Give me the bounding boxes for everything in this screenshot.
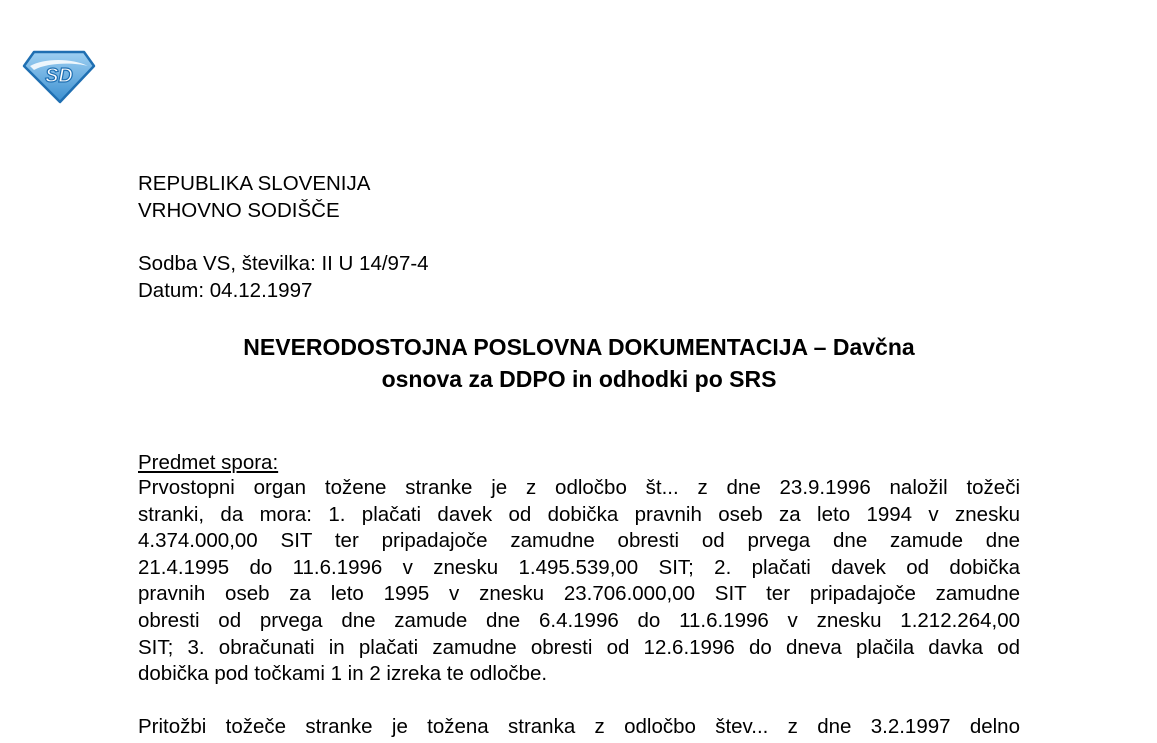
case-number: Sodba VS, številka: II U 14/97-4 <box>138 252 429 275</box>
paragraph-1 <box>138 475 1020 688</box>
paragraph-line: pravnih oseb za leto 1995 v znesku 23.706.000,00 SIT ter pripadajoče zamudne <box>138 582 1020 606</box>
sd-logo-icon <box>22 48 96 104</box>
paragraph-line: obresti od prvega dne zamude dne 6.4.1996 do 11.6.1996 v znesku 1.212.264,00 <box>138 608 1020 632</box>
paragraph-2 <box>138 714 1020 741</box>
paragraph-line: 4.374.000,00 SIT ter pripadajoče zamudne obresti od prvega dne zamude dne <box>138 529 1020 553</box>
court-name: VRHOVNO SODIŠČE <box>138 199 340 222</box>
country-name: REPUBLIKA SLOVENIJA <box>138 172 371 195</box>
title-line-1: NEVERODOSTOJNA POSLOVNA DOKUMENTACIJA – Davčna <box>243 334 915 360</box>
paragraph-line: Pritožbi tožeče stranke je tožena stranka z odločbo štev... z dne 3.2.1997 delno <box>138 715 1020 738</box>
document-title <box>138 331 1020 395</box>
title-line-2: osnova za DDPO in odhodki po SRS <box>381 366 777 392</box>
paragraph-line: 21.4.1995 do 11.6.1996 v znesku 1.495.539,00 SIT; 2. plačati davek od dobička <box>138 555 1020 579</box>
court-header <box>138 170 370 224</box>
case-date: Datum: 04.12.1997 <box>138 279 313 302</box>
paragraph-line: Prvostopni organ tožene stranke je z odločbo št... z dne 23.9.1996 naložil tožeči <box>138 476 1020 499</box>
paragraph-line: dobička pod točkami 1 in 2 izreka te odločbe. <box>138 662 548 686</box>
logo-text: SD <box>45 65 73 87</box>
case-meta <box>138 250 429 304</box>
section-heading: Predmet spora: <box>138 451 279 474</box>
paragraph-line: stranki, da mora: 1. plačati davek od dobička pravnih oseb za leto 1994 v znesku <box>138 502 1020 526</box>
paragraph-line: SIT; 3. obračunati in plačati zamudne obresti od 12.6.1996 do dneva plačila davka od <box>138 635 1020 659</box>
